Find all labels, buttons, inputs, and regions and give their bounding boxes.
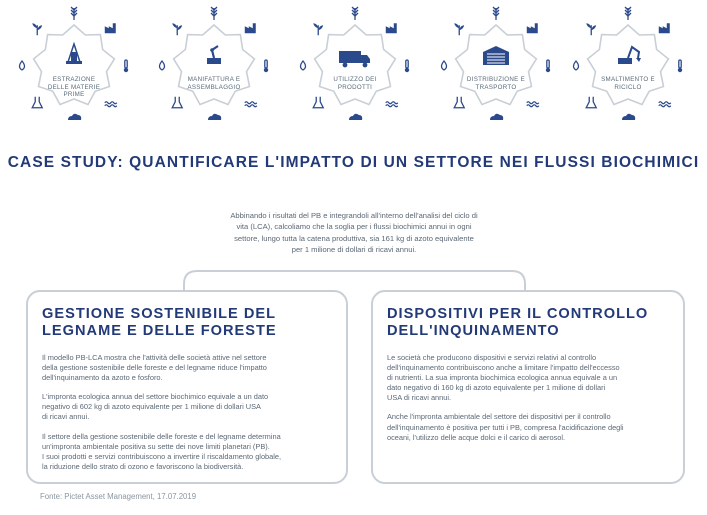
forestry-case-box bbox=[26, 290, 348, 484]
box-paragraph bbox=[42, 353, 332, 383]
paragraph-line: un'impronta ambientale positiva su sette dei nove limiti planetari (PB). bbox=[42, 441, 270, 451]
heading-line: DELL'INQUINAMENTO bbox=[387, 323, 560, 339]
paragraph-line: di nutrienti. La sua impronta biochimica ecologica annua equivale a un bbox=[387, 373, 618, 383]
paragraph-line: USA di ricavi annui. bbox=[387, 393, 452, 403]
heading-line: DISPOSITIVI PER IL CONTROLLO bbox=[387, 306, 649, 322]
paragraph-line: Il settore della gestione sostenibile delle foreste e del legname determina bbox=[42, 431, 281, 441]
source-note: Fonte: Pictet Asset Management, 17.07.2019 bbox=[40, 492, 197, 501]
box-paragraph bbox=[42, 432, 332, 472]
intro-line: per 1 milione di dollari di ricavi annui. bbox=[291, 245, 417, 255]
paragraph-line: oceani, l'utilizzo delle acque dolci e il carico di aerosol. bbox=[387, 432, 566, 442]
heading-line: LEGNAME E DELLE FORESTE bbox=[42, 323, 277, 339]
paragraph-line: di ricavi annui. bbox=[42, 412, 90, 422]
paragraph-line: la riduzione dello strato di ozono e favoriscono la biodiversità. bbox=[42, 461, 244, 471]
box-paragraph bbox=[387, 353, 669, 403]
box-paragraph bbox=[387, 412, 669, 442]
pollution-control-case-box bbox=[371, 290, 685, 484]
heading-line: GESTIONE SOSTENIBILE DEL bbox=[42, 306, 277, 322]
paragraph-line: dell'inquinamento contribuiscono anche a limitare l'impatto dell'eccesso bbox=[387, 363, 620, 373]
paragraph-line: dell'inquinamento è positiva per tutti i PB, compresa l'acidificazione degli bbox=[387, 422, 624, 432]
box-paragraph bbox=[42, 392, 332, 422]
stage-label: UTILIZZO DEI PRODOTTI bbox=[333, 76, 377, 91]
stage-label: MANIFATTURA E ASSEMBLAGGIO bbox=[187, 76, 241, 91]
paragraph-line: dato negativo di 160 kg di azoto equivalente per 1 milione di dollari bbox=[387, 383, 606, 393]
paragraph-line: negativo di 602 kg di azoto equivalente per 1 milione di dollari USA bbox=[42, 402, 261, 412]
paragraph-line: I suoi prodotti e servizi contribuiscono a invertire il riscaldamento globale, bbox=[42, 451, 282, 461]
box-heading bbox=[387, 306, 669, 340]
paragraph-line: Il modello PB-LCA mostra che l'attività delle società attive nel settore bbox=[42, 353, 267, 362]
paragraph-line: Anche l'impronta ambientale del settore dei dispositivi per il controllo bbox=[387, 412, 611, 422]
paragraph-line: della gestione sostenibile delle foreste e del legname riduce l'impatto bbox=[42, 363, 267, 373]
stage-label: DISTRIBUZIONE E TRASPORTO bbox=[466, 76, 526, 91]
stage-label: SMALTIMENTO E RICICLO bbox=[601, 76, 655, 91]
paragraph-line: L'impronta ecologica annua del settore biochimico equivale a un dato bbox=[42, 392, 269, 402]
page-title: CASE STUDY: QUANTIFICARE L'IMPATTO DI UN SETTORE NEI FLUSSI BIOCHIMICI bbox=[7, 154, 700, 171]
intro-line: Abbinando i risultati del PB e integrandoli all'interno dell'analisi del ciclo di bbox=[230, 211, 478, 220]
paragraph-line: dell'inquinamento da azoto e fosforo. bbox=[42, 373, 163, 383]
intro-line: vita (LCA), calcoliamo che la soglia per i flussi biochimici annui in ogni bbox=[236, 222, 472, 232]
box-heading bbox=[42, 306, 332, 340]
paragraph-line: Le società che producono dispositivi e servizi relativi al controllo bbox=[387, 353, 597, 362]
stage-label: ESTRAZIONE DELLE MATERIE PRIME bbox=[47, 76, 101, 98]
intro-line: settore, lungo tutta la catena produttiva, sia 161 kg di azoto equivalente bbox=[234, 233, 474, 243]
